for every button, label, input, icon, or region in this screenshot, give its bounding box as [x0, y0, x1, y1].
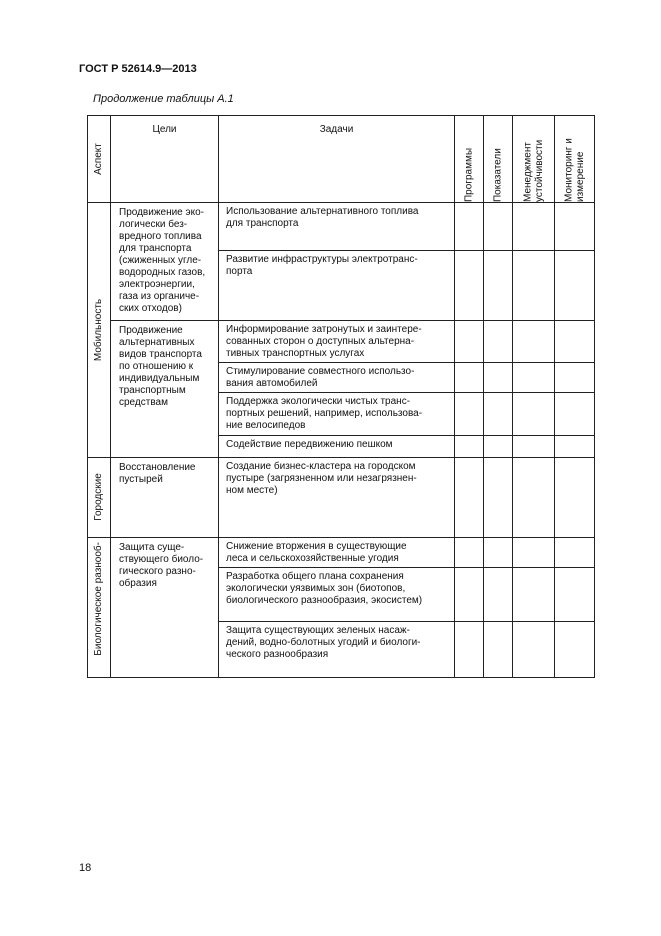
task-cell: Поддержка экологически чистых транс- портных решений, например, использова- ние велосипедов: [219, 393, 455, 435]
aspect-cell-urban: [88, 457, 111, 537]
empty-cell: [484, 567, 513, 621]
empty-cell: [484, 321, 513, 363]
header-indicators: [484, 116, 513, 203]
empty-cell: [484, 435, 513, 457]
empty-cell: [455, 203, 484, 251]
empty-cell: [455, 363, 484, 393]
empty-cell: [455, 321, 484, 363]
empty-cell: [513, 537, 555, 567]
table-caption: Продолжение таблицы А.1: [93, 93, 234, 105]
header-management-label: Менеджмент устойчивости: [522, 139, 545, 202]
task-cell: Содействие передвижению пешком: [219, 435, 455, 457]
task-cell: Информирование затронутых и заинтере- сованных сторон о доступных альтерна- тивных транспортных услугах: [219, 321, 455, 363]
task-cell: Защита существующих зеленых насаж- дений, водно-болотных угодий и биологи- ческого разнообразия: [219, 621, 455, 677]
empty-cell: [555, 567, 595, 621]
table-header-row: [88, 116, 595, 203]
header-monitoring-label: Мониторинг и измерение: [563, 138, 586, 202]
empty-cell: [455, 621, 484, 677]
empty-cell: [484, 621, 513, 677]
empty-cell: [484, 457, 513, 537]
table-row: [88, 321, 595, 363]
header-programs: [455, 116, 484, 203]
header-monitoring: [555, 116, 595, 203]
empty-cell: [513, 393, 555, 435]
aspect-cell-mobility: [88, 203, 111, 457]
empty-cell: [555, 251, 595, 321]
header-tasks: Задачи: [219, 116, 455, 203]
page-number: 18: [79, 862, 92, 874]
empty-cell: [455, 567, 484, 621]
aspect-cell-biodiversity: [88, 537, 111, 677]
aspect-label: Биологическое разноoб-: [93, 541, 104, 656]
header-goals: Цели: [111, 116, 219, 203]
goal-cell: Восстановление пустырей: [111, 457, 219, 537]
goal-cell: Продвижение эко- логически без- вредного топлива для транспорта (сжиженных угле- водородных газов, электроэнергии, газа из органиче- ских отходов): [111, 203, 219, 321]
empty-cell: [484, 251, 513, 321]
header-management: [513, 116, 555, 203]
empty-cell: [484, 537, 513, 567]
aspect-label: Мобильность: [93, 298, 104, 361]
task-cell: Разработка общего плана сохранения экологически уязвимых зон (биотопов, биологического разнообразия, экосистем): [219, 567, 455, 621]
header-programs-label: Программы: [463, 147, 475, 202]
empty-cell: [455, 393, 484, 435]
table-row: [88, 457, 595, 537]
table-row: [88, 203, 595, 251]
empty-cell: [555, 363, 595, 393]
goal-cell: Защита суще- ствующего биоло- гического разно- образия: [111, 537, 219, 677]
task-cell: Снижение вторжения в существующие леса и сельскохозяйственные угодия: [219, 537, 455, 567]
empty-cell: [455, 457, 484, 537]
empty-cell: [484, 393, 513, 435]
empty-cell: [455, 435, 484, 457]
aspect-label: Городские: [93, 473, 104, 521]
empty-cell: [513, 203, 555, 251]
empty-cell: [513, 567, 555, 621]
empty-cell: [513, 435, 555, 457]
empty-cell: [513, 457, 555, 537]
empty-cell: [484, 363, 513, 393]
empty-cell: [555, 321, 595, 363]
header-aspect-label: Аспект: [93, 143, 104, 175]
empty-cell: [484, 203, 513, 251]
task-cell: Создание бизнес-кластера на городском пустыре (загрязненном или незагрязнен- ном месте): [219, 457, 455, 537]
empty-cell: [513, 321, 555, 363]
task-cell: Стимулирование совместного использо- вания автомобилей: [219, 363, 455, 393]
header-aspect: [88, 116, 111, 203]
empty-cell: [455, 251, 484, 321]
empty-cell: [555, 203, 595, 251]
empty-cell: [513, 621, 555, 677]
document-header: ГОСТ Р 52614.9—2013: [79, 63, 197, 75]
empty-cell: [555, 393, 595, 435]
empty-cell: [555, 537, 595, 567]
task-cell: Использование альтернативного топлива для транспорта: [219, 203, 455, 251]
empty-cell: [513, 251, 555, 321]
goals-tasks-table: [87, 115, 595, 678]
empty-cell: [555, 457, 595, 537]
table-row: [88, 537, 595, 567]
empty-cell: [555, 621, 595, 677]
empty-cell: [555, 435, 595, 457]
empty-cell: [513, 363, 555, 393]
header-indicators-label: Показатели: [492, 148, 504, 202]
empty-cell: [455, 537, 484, 567]
task-cell: Развитие инфраструктуры электротранс- порта: [219, 251, 455, 321]
goal-cell: Продвижение альтернативных видов транспорта по отношению к индивидуальным транспортным средствам: [111, 321, 219, 457]
